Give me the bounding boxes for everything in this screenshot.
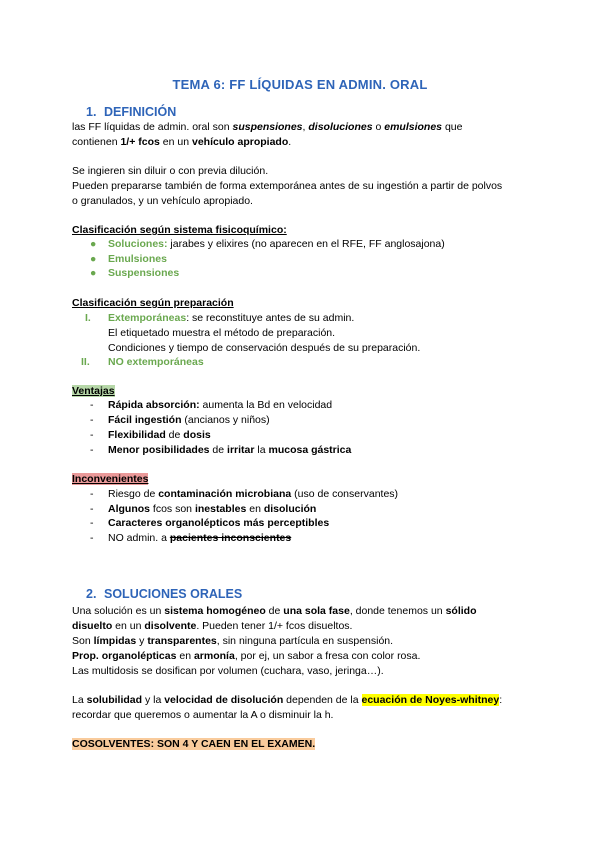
section-number: 2. — [86, 587, 97, 601]
text: Rápida absorción: — [108, 399, 200, 411]
text: COSOLVENTES: SON 4 Y CAEN EN EL EXAMEN. — [72, 738, 316, 750]
text: NO admin. a — [108, 532, 170, 544]
text: armonía — [193, 650, 235, 662]
text: velocidad de disolución — [164, 694, 284, 706]
text: Prop. organolépticas — [72, 650, 177, 662]
paragraph-line: o granulados, y un vehículo apropiado. — [72, 195, 253, 207]
bullet-icon: ● — [90, 238, 97, 250]
text: , sin ninguna partícula en suspensión. — [216, 635, 394, 647]
text: en — [246, 503, 264, 515]
text: . — [288, 136, 292, 148]
section-heading-text: SOLUCIONES ORALES — [104, 587, 243, 601]
subheading-clasificacion-fisicoquimico: Clasificación según sistema fisicoquímico: — [72, 224, 287, 236]
text: . Pueden tener 1/+ fcos disueltos. — [196, 620, 353, 632]
text: que — [442, 121, 463, 133]
list-item — [108, 237, 445, 252]
text: suspensiones — [232, 121, 303, 133]
text: dosis — [183, 429, 211, 441]
paragraph-line — [72, 619, 352, 634]
list-number: II. — [81, 356, 90, 368]
dash-marker: - — [90, 444, 94, 456]
dash-marker: - — [90, 414, 94, 426]
paragraph-line — [72, 634, 393, 649]
text: pacientes inconscientes — [169, 532, 292, 544]
list-item — [108, 398, 332, 413]
text: y — [136, 635, 148, 647]
text: disolución — [263, 503, 317, 515]
text: Flexibilidad — [108, 429, 166, 441]
text: límpidas — [93, 635, 137, 647]
text: de — [209, 444, 228, 456]
list-item — [108, 531, 291, 546]
text: Una solución es un — [72, 605, 165, 617]
text: Extemporáneas — [108, 312, 187, 324]
text: las FF líquidas de admin. oral son — [72, 121, 233, 133]
text: sistema homogéneo — [164, 605, 266, 617]
text: solubilidad — [86, 694, 143, 706]
text: Inconvenientes — [72, 473, 149, 485]
text: Ventajas — [72, 385, 115, 397]
text: transparentes — [147, 635, 217, 647]
subheading-clasificacion-preparacion: Clasificación según preparación — [72, 297, 234, 309]
paragraph-line: Se ingieren sin diluir o con previa dilución. — [72, 165, 269, 177]
text: en — [176, 650, 194, 662]
text: Son — [72, 635, 94, 647]
text: Fácil ingestión — [108, 414, 182, 426]
dash-marker: - — [90, 503, 94, 515]
paragraph-line — [72, 135, 291, 150]
dash-marker: - — [90, 429, 94, 441]
section-number: 1. — [86, 105, 97, 119]
section-heading-definicion — [86, 105, 176, 119]
subheading-inconvenientes — [72, 472, 148, 487]
list-item — [108, 487, 398, 502]
list-item-detail: Condiciones y tiempo de conservación después de su preparación. — [108, 342, 421, 354]
text: o — [372, 121, 385, 133]
text: disolvente — [144, 620, 197, 632]
paragraph-line: Las multidosis se dosifican por volumen (cuchara, vaso, jeringa…). — [72, 665, 384, 677]
dash-marker: - — [90, 532, 94, 544]
dash-marker: - — [90, 488, 94, 500]
paragraph-line — [72, 649, 420, 664]
list-item: Emulsiones — [108, 253, 167, 265]
text: una sola fase — [283, 605, 350, 617]
text: en un — [112, 620, 145, 632]
list-item — [108, 502, 316, 517]
text: en un — [159, 136, 192, 148]
list-item — [108, 413, 270, 428]
dash-marker: - — [90, 399, 94, 411]
text: disoluciones — [308, 121, 373, 133]
text: sólido — [445, 605, 477, 617]
text: : se reconstituye antes de su admin. — [186, 312, 355, 324]
text: la — [254, 444, 269, 456]
text: emulsiones — [384, 121, 443, 133]
text: de — [265, 605, 284, 617]
text: disuelto — [72, 620, 113, 632]
subheading-ventajas — [72, 384, 115, 399]
text: (uso de conservantes) — [291, 488, 399, 500]
text: de — [165, 429, 184, 441]
text: La — [72, 694, 87, 706]
text: Algunos — [108, 503, 150, 515]
list-item: Caracteres organolépticos más perceptibles — [108, 517, 330, 529]
list-item: NO extemporáneas — [108, 356, 204, 368]
paragraph-line — [72, 604, 476, 619]
text: fcos son — [150, 503, 195, 515]
text: irritar — [227, 444, 255, 456]
text: (ancianos y niños) — [181, 414, 270, 426]
list-item — [108, 443, 351, 458]
list-item-detail: El etiquetado muestra el método de preparación. — [108, 327, 336, 339]
list-item — [108, 428, 211, 443]
text: 1/+ fcos — [120, 136, 160, 148]
paragraph-line — [72, 693, 502, 708]
text: vehículo apropiado — [192, 136, 289, 148]
paragraph-line: Pueden prepararse también de forma extemporánea antes de su ingestión a partir de polvos — [72, 180, 503, 192]
text: , por ej, un sabor a fresa con color rosa. — [234, 650, 421, 662]
paragraph-line: recordar que queremos o aumentar la A o disminuir la h. — [72, 709, 334, 721]
text: contienen — [72, 136, 121, 148]
text: Soluciones: — [108, 238, 168, 250]
highlighted-note — [72, 737, 315, 752]
dash-marker: - — [90, 517, 94, 529]
text: inestables — [194, 503, 247, 515]
text: , — [302, 121, 309, 133]
page-title: TEMA 6: FF LÍQUIDAS EN ADMIN. ORAL — [172, 77, 428, 92]
text: contaminación microbiana — [158, 488, 292, 500]
bullet-icon: ● — [90, 267, 97, 279]
paragraph-line — [72, 120, 462, 135]
text: Menor posibilidades — [108, 444, 210, 456]
text: dependen de la — [283, 694, 362, 706]
list-number: I. — [85, 312, 91, 324]
list-item — [108, 311, 354, 326]
bullet-icon: ● — [90, 253, 97, 265]
list-item: Suspensiones — [108, 267, 180, 279]
text: jarabes y elixires (no aparecen en el RFE, FF anglosajona) — [167, 238, 445, 250]
section-heading-soluciones-orales — [86, 587, 242, 601]
text: ecuación de Noyes-whitney — [361, 694, 500, 706]
section-heading-text: DEFINICIÓN — [104, 105, 177, 119]
text: aumenta la Bd en velocidad — [199, 399, 333, 411]
text: mucosa gástrica — [268, 444, 352, 456]
text: , donde tenemos un — [349, 605, 446, 617]
text: Riesgo de — [108, 488, 159, 500]
text: : — [499, 694, 503, 706]
text: y la — [142, 694, 165, 706]
